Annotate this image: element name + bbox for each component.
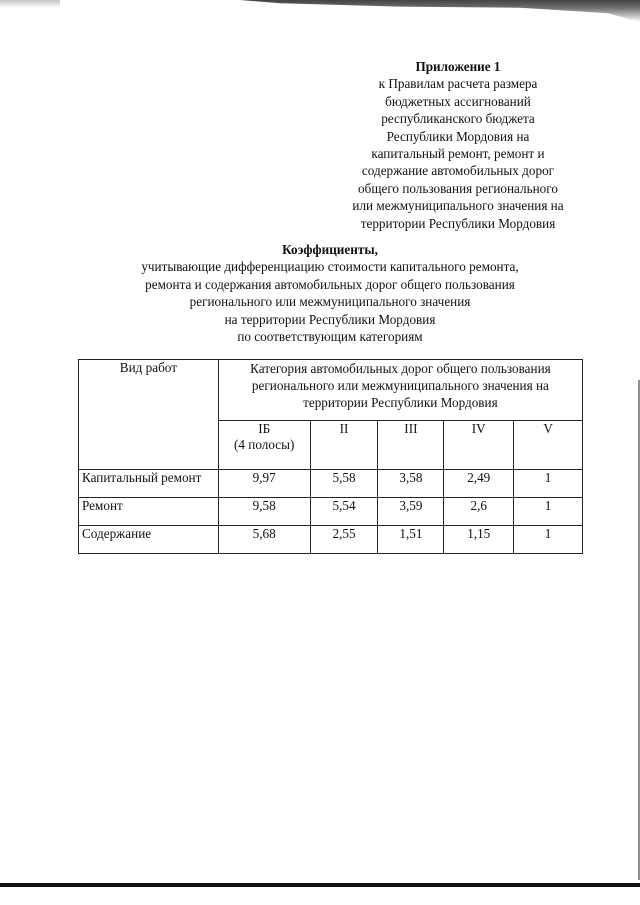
appendix-title: Приложение 1 bbox=[415, 59, 501, 74]
appendix-line: к Правилам расчета размера bbox=[378, 76, 538, 92]
category-name: III bbox=[404, 421, 418, 436]
heading-line: по соответствующим категориям bbox=[237, 329, 423, 345]
appendix-line: содержание автомобильных дорог bbox=[361, 163, 555, 179]
category-iv-header bbox=[444, 421, 514, 470]
appendix-line: бюджетных ассигнований bbox=[385, 93, 531, 109]
appendix-line: Республики Мордовия на bbox=[386, 128, 530, 144]
table-row bbox=[79, 526, 583, 554]
category-name: II bbox=[339, 421, 349, 436]
scan-artifact-top-left bbox=[0, 0, 60, 8]
value-cell: 1 bbox=[514, 526, 583, 554]
value-cell: 5,58 bbox=[310, 470, 378, 498]
heading-line: регионального или межмуниципального значения bbox=[189, 294, 471, 310]
table-row bbox=[79, 498, 583, 526]
value-cell: 5,68 bbox=[218, 526, 310, 554]
table-row bbox=[79, 470, 583, 498]
value-cell: 2,55 bbox=[310, 526, 378, 554]
coefficients-table bbox=[78, 359, 583, 554]
value-cell: 9,97 bbox=[218, 470, 310, 498]
value-cell: 3,59 bbox=[378, 498, 444, 526]
document-heading bbox=[100, 241, 560, 345]
scan-artifact-bottom-edge bbox=[0, 883, 640, 887]
appendix-line: общего пользования регионального bbox=[358, 180, 558, 196]
value-cell: 5,54 bbox=[310, 498, 378, 526]
heading-line: учитывающие дифференциацию стоимости капитального ремонта, bbox=[141, 259, 519, 275]
category-note: (4 полосы) bbox=[234, 437, 295, 452]
appendix-block bbox=[330, 58, 586, 232]
value-cell: 1,51 bbox=[378, 526, 444, 554]
category-ib-header bbox=[218, 421, 310, 470]
work-type-cell: Ремонт bbox=[79, 498, 219, 526]
value-cell: 1,15 bbox=[444, 526, 514, 554]
appendix-line: капитальный ремонт, ремонт и bbox=[371, 146, 545, 162]
category-header: Категория автомобильных дорог общего пользования регионального или межмуниципального значения на территории Республики Мордовия bbox=[218, 360, 582, 421]
category-ii-header bbox=[310, 421, 378, 470]
category-name: IV bbox=[471, 421, 486, 436]
value-cell: 9,58 bbox=[218, 498, 310, 526]
appendix-line: республиканского бюджета bbox=[381, 111, 535, 127]
work-type-cell: Капитальный ремонт bbox=[79, 470, 219, 498]
category-iii-header bbox=[378, 421, 444, 470]
appendix-line: территории Республики Мордовия bbox=[360, 215, 556, 231]
value-cell: 2,6 bbox=[444, 498, 514, 526]
value-cell: 2,49 bbox=[444, 470, 514, 498]
heading-title: Коэффициенты, bbox=[282, 242, 378, 257]
work-type-cell: Содержание bbox=[79, 526, 219, 554]
category-v-header bbox=[514, 421, 583, 470]
value-cell: 3,58 bbox=[378, 470, 444, 498]
category-name: V bbox=[543, 421, 553, 436]
heading-line: ремонта и содержания автомобильных дорог общего пользования bbox=[145, 276, 515, 292]
work-type-header: Вид работ bbox=[79, 360, 219, 470]
value-cell: 1 bbox=[514, 498, 583, 526]
appendix-line: или межмуниципального значения на bbox=[352, 198, 564, 214]
heading-line: на территории Республики Мордовия bbox=[224, 311, 436, 327]
scan-artifact-top bbox=[240, 0, 640, 22]
category-name: IБ bbox=[258, 421, 271, 436]
value-cell: 1 bbox=[514, 470, 583, 498]
